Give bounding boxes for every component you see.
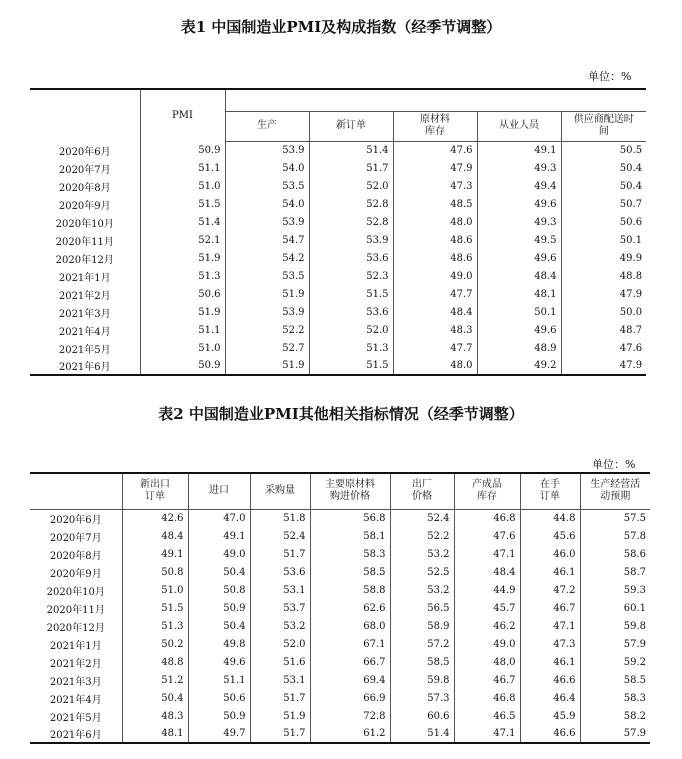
- table-cell: 45.6: [520, 527, 580, 545]
- row-label: 2020年10月: [30, 213, 140, 231]
- table-cell: 50.9: [188, 599, 250, 617]
- table-cell: 49.3: [477, 159, 561, 177]
- table-cell: 57.3: [390, 689, 454, 707]
- row-label: 2020年8月: [30, 545, 122, 563]
- table-cell: 52.7: [225, 339, 309, 357]
- table-cell: 48.1: [122, 725, 188, 743]
- table-cell: 51.2: [122, 671, 188, 689]
- table1-header-pmi: PMI: [140, 89, 225, 141]
- row-label: 2021年2月: [30, 653, 122, 671]
- table-cell: 50.2: [122, 635, 188, 653]
- table-cell: 47.7: [393, 339, 477, 357]
- table-cell: 42.6: [122, 509, 188, 527]
- table-cell: 53.6: [309, 249, 393, 267]
- table1-corner: [30, 89, 140, 141]
- table2-header-col-7: 在手 订单: [520, 473, 580, 509]
- table-cell: 51.9: [225, 357, 309, 375]
- table-row: [30, 249, 646, 267]
- table-cell: 47.9: [561, 357, 646, 375]
- table-cell: 52.8: [309, 195, 393, 213]
- table1-header-col-1: 生产: [225, 111, 309, 141]
- table1-header-band: [225, 89, 646, 111]
- table-cell: 56.8: [310, 509, 390, 527]
- table-cell: 50.4: [619, 180, 643, 192]
- table-cell: 50.6: [619, 216, 643, 228]
- table-cell: 51.3: [140, 267, 225, 285]
- table-cell: 51.5: [122, 599, 188, 617]
- table-cell: 49.6: [477, 321, 561, 339]
- table-cell: 58.9: [390, 617, 454, 635]
- table-cell: 51.6: [250, 653, 310, 671]
- table-cell: 48.8: [122, 653, 188, 671]
- table-cell: 50.9: [188, 707, 250, 725]
- table-cell: 49.4: [477, 177, 561, 195]
- table1-header-col-4: 从业人员: [477, 111, 561, 141]
- table-cell: 47.9: [619, 288, 643, 300]
- table-cell: 49.5: [477, 231, 561, 249]
- table-cell: 52.0: [309, 177, 393, 195]
- table-row: [30, 159, 646, 177]
- table-cell: 50.9: [140, 141, 225, 159]
- table-row: [30, 231, 646, 249]
- table-row: [30, 195, 646, 213]
- row-label: 2021年4月: [30, 321, 140, 339]
- table2-header-col-8: 生产经营活 动预期: [580, 473, 650, 509]
- table-cell: 51.9: [140, 303, 225, 321]
- table-cell: 47.6: [619, 342, 643, 354]
- table-cell: 57.8: [623, 530, 646, 542]
- table-cell: 51.5: [309, 357, 393, 375]
- table-cell: 47.1: [454, 545, 520, 563]
- table-cell: 52.3: [309, 267, 393, 285]
- table-cell: 66.9: [310, 689, 390, 707]
- table-cell: 51.5: [309, 285, 393, 303]
- row-label: 2021年5月: [30, 339, 140, 357]
- table-row: [30, 303, 646, 321]
- table-cell: 58.5: [310, 563, 390, 581]
- row-label: 2020年11月: [30, 231, 140, 249]
- table-cell: 46.2: [454, 617, 520, 635]
- table-cell: 52.2: [225, 321, 309, 339]
- table-cell: 47.0: [188, 509, 250, 527]
- table-cell: 46.8: [454, 689, 520, 707]
- table-cell: 51.4: [390, 725, 454, 743]
- table-cell: 57.5: [623, 512, 646, 524]
- table-cell: 48.3: [122, 707, 188, 725]
- table-cell: 46.1: [520, 563, 580, 581]
- table-cell: 52.8: [309, 213, 393, 231]
- table-cell: 61.2: [310, 725, 390, 743]
- table-cell: 53.6: [250, 563, 310, 581]
- table-cell: 53.9: [309, 231, 393, 249]
- table-cell: 58.2: [623, 710, 646, 722]
- table2-header-col-2: 进口: [188, 473, 250, 509]
- table-cell: 44.8: [520, 509, 580, 527]
- table-cell: 53.5: [225, 267, 309, 285]
- table-row: [30, 671, 650, 689]
- table-cell: 46.6: [520, 725, 580, 743]
- table-cell: 53.2: [390, 545, 454, 563]
- table-cell: 60.1: [623, 602, 646, 614]
- table-cell: 50.4: [619, 162, 643, 174]
- row-label: 2021年6月: [30, 357, 140, 375]
- table1-header-col-3: 原材料 库存: [393, 111, 477, 141]
- table-cell: 58.5: [390, 653, 454, 671]
- table-row: [30, 339, 646, 357]
- row-label: 2020年12月: [30, 617, 122, 635]
- table-cell: 48.8: [619, 270, 643, 282]
- table-cell: 52.4: [250, 527, 310, 545]
- table-cell: 48.7: [619, 324, 643, 336]
- table-cell: 51.7: [250, 689, 310, 707]
- row-label: 2020年11月: [30, 599, 122, 617]
- table-cell: 50.9: [140, 357, 225, 375]
- table2-title: 表2 中国制造业PMI其他相关指标情况（经季节调整）: [158, 405, 524, 423]
- table-row: [30, 599, 650, 617]
- table-cell: 45.7: [454, 599, 520, 617]
- table-cell: 50.0: [619, 306, 643, 318]
- table-cell: 50.8: [188, 581, 250, 599]
- table-cell: 58.6: [623, 548, 646, 560]
- table-cell: 53.1: [250, 671, 310, 689]
- table-cell: 49.6: [477, 195, 561, 213]
- table-row: [30, 653, 650, 671]
- table-cell: 46.1: [520, 653, 580, 671]
- table1-header-col-5: 供应商配送时 间: [561, 111, 646, 141]
- table-row: [30, 707, 650, 725]
- table-cell: 54.0: [225, 195, 309, 213]
- table-cell: 49.6: [477, 249, 561, 267]
- table2: [30, 472, 650, 744]
- table-cell: 51.1: [140, 321, 225, 339]
- table-cell: 67.1: [310, 635, 390, 653]
- row-label: 2020年6月: [30, 141, 140, 159]
- table-cell: 50.4: [188, 563, 250, 581]
- table1: [30, 88, 646, 376]
- table-cell: 52.0: [309, 321, 393, 339]
- table-row: [30, 321, 646, 339]
- table-cell: 57.9: [580, 725, 650, 743]
- table-cell: 49.1: [188, 527, 250, 545]
- table-cell: 51.9: [225, 285, 309, 303]
- row-label: 2021年4月: [30, 689, 122, 707]
- row-label: 2021年3月: [30, 671, 122, 689]
- table-cell: 49.0: [393, 267, 477, 285]
- row-label: 2021年1月: [30, 267, 140, 285]
- table-cell: 53.7: [250, 599, 310, 617]
- table-cell: 52.1: [140, 231, 225, 249]
- table-cell: 51.1: [188, 671, 250, 689]
- table-cell: 62.6: [310, 599, 390, 617]
- table-cell: 48.6: [393, 231, 477, 249]
- table-cell: 46.5: [454, 707, 520, 725]
- table-cell: 52.2: [390, 527, 454, 545]
- table-cell: 50.4: [122, 689, 188, 707]
- table-row: [30, 509, 650, 527]
- table-cell: 53.5: [225, 177, 309, 195]
- table-cell: 47.2: [520, 581, 580, 599]
- table2-header-col-3: 采购量: [250, 473, 310, 509]
- table-cell: 60.6: [390, 707, 454, 725]
- table-cell: 47.1: [520, 617, 580, 635]
- table-cell: 46.8: [454, 509, 520, 527]
- table-cell: 50.6: [140, 285, 225, 303]
- table-cell: 59.8: [623, 620, 646, 632]
- table-cell: 54.2: [225, 249, 309, 267]
- table-row: [30, 617, 650, 635]
- table-cell: 49.1: [477, 141, 561, 159]
- table-row: [30, 357, 646, 375]
- table-cell: 51.0: [140, 339, 225, 357]
- table-cell: 48.4: [393, 303, 477, 321]
- table-cell: 52.4: [390, 509, 454, 527]
- table-cell: 49.7: [188, 725, 250, 743]
- table-row: [30, 725, 650, 743]
- table-row: [30, 689, 650, 707]
- table-cell: 54.0: [225, 159, 309, 177]
- table-cell: 51.7: [250, 725, 310, 743]
- table-cell: 58.8: [310, 581, 390, 599]
- table-cell: 51.1: [140, 159, 225, 177]
- table-cell: 50.4: [188, 617, 250, 635]
- table-cell: 53.6: [309, 303, 393, 321]
- table-cell: 50.7: [619, 198, 643, 210]
- table-cell: 69.4: [310, 671, 390, 689]
- table-cell: 49.0: [454, 635, 520, 653]
- table-cell: 47.3: [520, 635, 580, 653]
- table-cell: 49.1: [122, 545, 188, 563]
- table-cell: 66.7: [310, 653, 390, 671]
- table-cell: 53.1: [250, 581, 310, 599]
- table-row: [30, 527, 650, 545]
- table-cell: 49.9: [619, 252, 643, 264]
- table-cell: 58.1: [310, 527, 390, 545]
- table2-header-col-4: 主要原材料 购进价格: [310, 473, 390, 509]
- table-cell: 47.7: [393, 285, 477, 303]
- table-cell: 51.3: [309, 339, 393, 357]
- table-cell: 59.3: [623, 584, 646, 596]
- row-label: 2020年9月: [30, 563, 122, 581]
- table2-unit: 单位：%: [592, 458, 636, 471]
- table-cell: 46.6: [520, 671, 580, 689]
- table-cell: 58.3: [310, 545, 390, 563]
- table-cell: 50.5: [619, 144, 643, 156]
- table-row: [30, 141, 646, 159]
- table-cell: 47.6: [454, 527, 520, 545]
- table-cell: 72.8: [310, 707, 390, 725]
- table-row: [30, 213, 646, 231]
- table-cell: 50.6: [188, 689, 250, 707]
- table-cell: 46.7: [520, 599, 580, 617]
- table-cell: 48.0: [393, 357, 477, 375]
- table-cell: 48.6: [393, 249, 477, 267]
- row-label: 2020年8月: [30, 177, 140, 195]
- table-cell: 49.6: [188, 653, 250, 671]
- table-cell: 47.9: [393, 159, 477, 177]
- row-label: 2021年3月: [30, 303, 140, 321]
- table-cell: 51.9: [140, 249, 225, 267]
- table-row: [30, 177, 646, 195]
- table-cell: 51.7: [309, 159, 393, 177]
- table-cell: 68.0: [310, 617, 390, 635]
- table-cell: 53.2: [390, 581, 454, 599]
- table-cell: 50.1: [477, 303, 561, 321]
- row-label: 2021年2月: [30, 285, 140, 303]
- table-cell: 49.2: [477, 357, 561, 375]
- table2-header-col-1: 新出口 订单: [122, 473, 188, 509]
- table-cell: 48.4: [477, 267, 561, 285]
- table-cell: 51.9: [250, 707, 310, 725]
- table-cell: 51.0: [140, 177, 225, 195]
- table-cell: 51.4: [309, 141, 393, 159]
- table-cell: 46.7: [454, 671, 520, 689]
- table-cell: 53.9: [225, 141, 309, 159]
- table-cell: 52.0: [250, 635, 310, 653]
- table2-corner: [30, 473, 122, 509]
- table-cell: 51.8: [250, 509, 310, 527]
- table-cell: 57.9: [623, 638, 646, 650]
- table-cell: 56.5: [390, 599, 454, 617]
- table-cell: 47.3: [393, 177, 477, 195]
- table-cell: 46.4: [520, 689, 580, 707]
- table-cell: 58.7: [623, 566, 646, 578]
- table-cell: 57.2: [390, 635, 454, 653]
- table-cell: 58.3: [623, 692, 646, 704]
- table-cell: 49.8: [188, 635, 250, 653]
- table-row: [30, 285, 646, 303]
- table-cell: 45.9: [520, 707, 580, 725]
- table-cell: 54.7: [225, 231, 309, 249]
- table-cell: 51.0: [122, 581, 188, 599]
- table-cell: 48.9: [477, 339, 561, 357]
- table-row: [30, 545, 650, 563]
- table-row: [30, 267, 646, 285]
- table1-unit: 单位：%: [588, 70, 632, 83]
- table-cell: 53.9: [225, 213, 309, 231]
- table-cell: 44.9: [454, 581, 520, 599]
- row-label: 2020年6月: [30, 509, 122, 527]
- table1-header-col-2: 新订单: [309, 111, 393, 141]
- row-label: 2020年12月: [30, 249, 140, 267]
- table-cell: 52.5: [390, 563, 454, 581]
- row-label: 2020年10月: [30, 581, 122, 599]
- table-cell: 53.9: [225, 303, 309, 321]
- table-cell: 51.7: [250, 545, 310, 563]
- row-label: 2020年7月: [30, 527, 122, 545]
- row-label: 2020年7月: [30, 159, 140, 177]
- row-label: 2021年5月: [30, 707, 122, 725]
- table-cell: 48.0: [454, 653, 520, 671]
- table-cell: 51.4: [140, 213, 225, 231]
- table-cell: 47.1: [454, 725, 520, 743]
- table1-title: 表1 中国制造业PMI及构成指数（经季节调整）: [180, 18, 502, 36]
- table-cell: 59.2: [623, 656, 646, 668]
- row-label: 2021年1月: [30, 635, 122, 653]
- table-cell: 48.1: [477, 285, 561, 303]
- table-cell: 49.3: [477, 213, 561, 231]
- table-cell: 49.0: [188, 545, 250, 563]
- table-cell: 58.5: [623, 674, 646, 686]
- table-cell: 59.8: [390, 671, 454, 689]
- table-cell: 51.5: [140, 195, 225, 213]
- table-row: [30, 581, 650, 599]
- table-cell: 48.0: [393, 213, 477, 231]
- table-cell: 48.3: [393, 321, 477, 339]
- table-row: [30, 635, 650, 653]
- table2-header-col-5: 出厂 价格: [390, 473, 454, 509]
- table-cell: 51.3: [122, 617, 188, 635]
- table-cell: 46.0: [520, 545, 580, 563]
- table-row: [30, 563, 650, 581]
- table-cell: 50.8: [122, 563, 188, 581]
- table-cell: 47.6: [393, 141, 477, 159]
- table-cell: 48.4: [454, 563, 520, 581]
- table-cell: 50.1: [619, 234, 643, 246]
- table-cell: 48.5: [393, 195, 477, 213]
- row-label: 2021年6月: [30, 725, 122, 743]
- table-cell: 48.4: [122, 527, 188, 545]
- table-cell: 53.2: [250, 617, 310, 635]
- row-label: 2020年9月: [30, 195, 140, 213]
- table2-header-col-6: 产成品 库存: [454, 473, 520, 509]
